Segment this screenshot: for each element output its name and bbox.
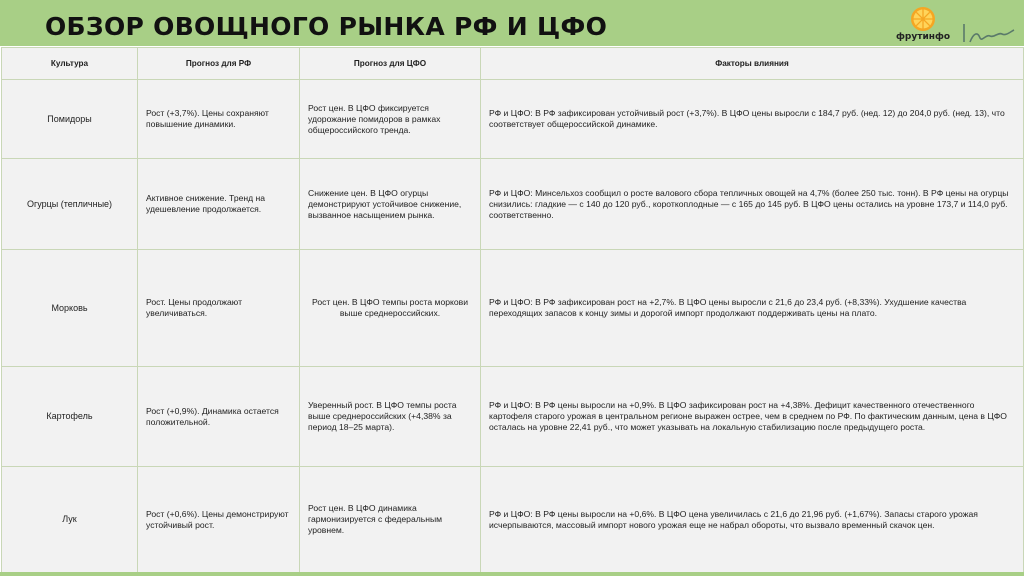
cell-forecast-cfo: Рост цен. В ЦФО динамика гармонизируется с федеральным уровнем.: [300, 467, 481, 573]
table-row: [2, 467, 1024, 573]
cell-forecast-cfo: Уверенный рост. В ЦФО темпы роста выше среднероссийских (+4,38% за период 18–25 марта).: [300, 367, 481, 467]
table-row: [2, 159, 1024, 250]
table-row: [2, 80, 1024, 159]
cell-crop: Лук: [2, 467, 138, 573]
cell-crop: Помидоры: [2, 80, 138, 159]
table-header-row: [2, 48, 1024, 80]
header-bar: [0, 0, 1024, 46]
cell-crop: Огурцы (тепличные): [2, 159, 138, 250]
cell-forecast-rf: Рост (+0,9%). Динамика остается положительной.: [138, 367, 300, 467]
bottom-divider: [0, 572, 1024, 576]
cell-factors: РФ и ЦФО: В РФ цены выросли на +0,6%. В ЦФО цена увеличилась с 21,6 до 21,96 руб. (+1,67%). Запасы старого урожая исчерпываются, массовый импорт нового урожая еще не набрал обороты, что вызвало временный скачок цен.: [481, 467, 1024, 573]
cell-forecast-rf: Рост. Цены продолжают увеличиваться.: [138, 250, 300, 367]
table-row: [2, 367, 1024, 467]
cell-factors: РФ и ЦФО: В РФ зафиксирован устойчивый рост (+3,7%). В ЦФО цены выросли с 184,7 руб. (нед. 12) до 204,0 руб. (нед. 13), что соответствует общероссийской динамике.: [481, 80, 1024, 159]
page-title: ОБЗОР ОВОЩНОГО РЫНКА РФ И ЦФО: [45, 12, 608, 41]
cell-forecast-cfo: Рост цен. В ЦФО фиксируется удорожание помидоров в рамках общероссийского тренда.: [300, 80, 481, 159]
logo-text: фрутинфо: [896, 32, 951, 42]
header-forecast-cfo: Прогноз для ЦФО: [300, 48, 481, 80]
cell-factors: РФ и ЦФО: Минсельхоз сообщил о росте валового сбора тепличных овощей на 4,7% (более 250 тыс. тонн). В РФ цены на огурцы снизились: гладкие — с 140 до 120 руб., короткоплодные — с 165 до 145 руб. В ЦФО цены остались на уровне 173,7 и 114,0 руб. соответственно.: [481, 159, 1024, 250]
orange-slice-icon: [910, 6, 936, 32]
header-crop: Культура: [2, 48, 138, 80]
header-forecast-rf: Прогноз для РФ: [138, 48, 300, 80]
cell-forecast-rf: Рост (+0,6%). Цены демонстрируют устойчивый рост.: [138, 467, 300, 573]
cell-factors: РФ и ЦФО: В РФ зафиксирован рост на +2,7%. В ЦФО цены выросли с 21,6 до 23,4 руб. (+8,33%). Ухудшение качества переходящих запасов к концу зимы и дорогой импорт продолжают поддерживать цены на плато.: [481, 250, 1024, 367]
cell-crop: Картофель: [2, 367, 138, 467]
cell-forecast-cfo: Рост цен. В ЦФО темпы роста моркови выше среднероссийских.: [300, 250, 481, 367]
table-row: [2, 250, 1024, 367]
cell-factors: РФ и ЦФО: В РФ цены выросли на +0,9%. В ЦФО зафиксирован рост на +4,38%. Дефицит качественного отечественного картофеля старого урожая в центральном регионе выражен острее, чем в среднем по РФ. По фактическим данным, цена в ЦФО осталась на уровне 22,41 руб., что может указывать на локальную стабилизацию после предыдущего роста.: [481, 367, 1024, 467]
header-factors: Факторы влияния: [481, 48, 1024, 80]
cell-forecast-rf: Активное снижение. Тренд на удешевление продолжается.: [138, 159, 300, 250]
market-table: [1, 47, 1024, 573]
logo: [888, 4, 1018, 44]
signature-mark-icon: [960, 20, 1016, 44]
cell-crop: Морковь: [2, 250, 138, 367]
cell-forecast-cfo: Снижение цен. В ЦФО огурцы демонстрируют устойчивое снижение, вызванное насыщением рынка.: [300, 159, 481, 250]
cell-forecast-rf: Рост (+3,7%). Цены сохраняют повышение динамики.: [138, 80, 300, 159]
